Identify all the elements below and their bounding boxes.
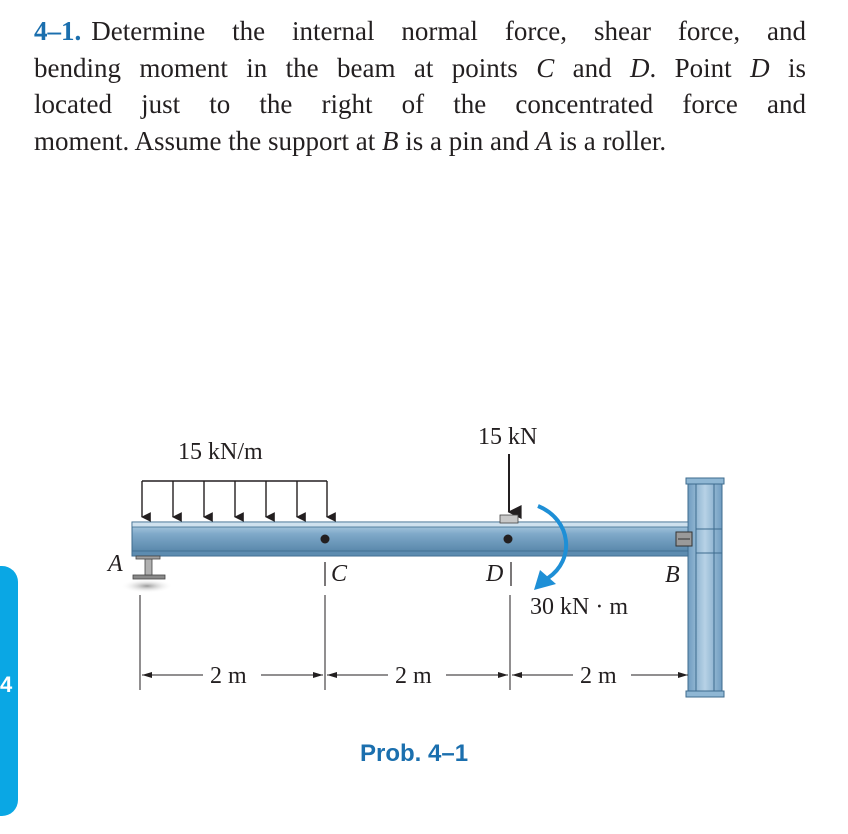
distributed-load-label: 15 kN/m <box>178 439 263 465</box>
point-c-marker <box>321 535 330 544</box>
point-b-label: B <box>665 562 680 588</box>
point-a-label: A <box>108 551 123 577</box>
problem-line-1-text: Determine the internal normal force, shear force, and <box>91 16 806 46</box>
problem-line-2: bending moment in the beam at points C and D. Point D is <box>34 52 806 83</box>
problem-line-3: located just to the right of the concentrated force and <box>34 89 806 119</box>
point-d-label: D <box>486 561 504 587</box>
point-load-label: 15 kN <box>478 424 538 450</box>
chapter-tab-label: 4 <box>0 672 13 697</box>
problem-line-4: moment. Assume the support at B is a pin and A is a roller. <box>34 125 667 156</box>
point-d-marker <box>504 535 513 544</box>
distributed-load <box>142 481 327 517</box>
problem-number: 4–1. <box>34 16 82 46</box>
dimension-label-2: 2 m <box>395 663 432 689</box>
figure-caption: Prob. 4–1 <box>360 740 469 767</box>
point-c-label: C <box>331 561 348 587</box>
beam <box>132 522 692 556</box>
roller-support-a <box>121 556 173 593</box>
point-load <box>500 454 518 523</box>
dimension-label-3: 2 m <box>580 663 617 689</box>
dimension-label-1: 2 m <box>210 663 247 689</box>
moment-label: 30 kN · m <box>530 594 628 620</box>
column-support-b <box>686 478 724 697</box>
